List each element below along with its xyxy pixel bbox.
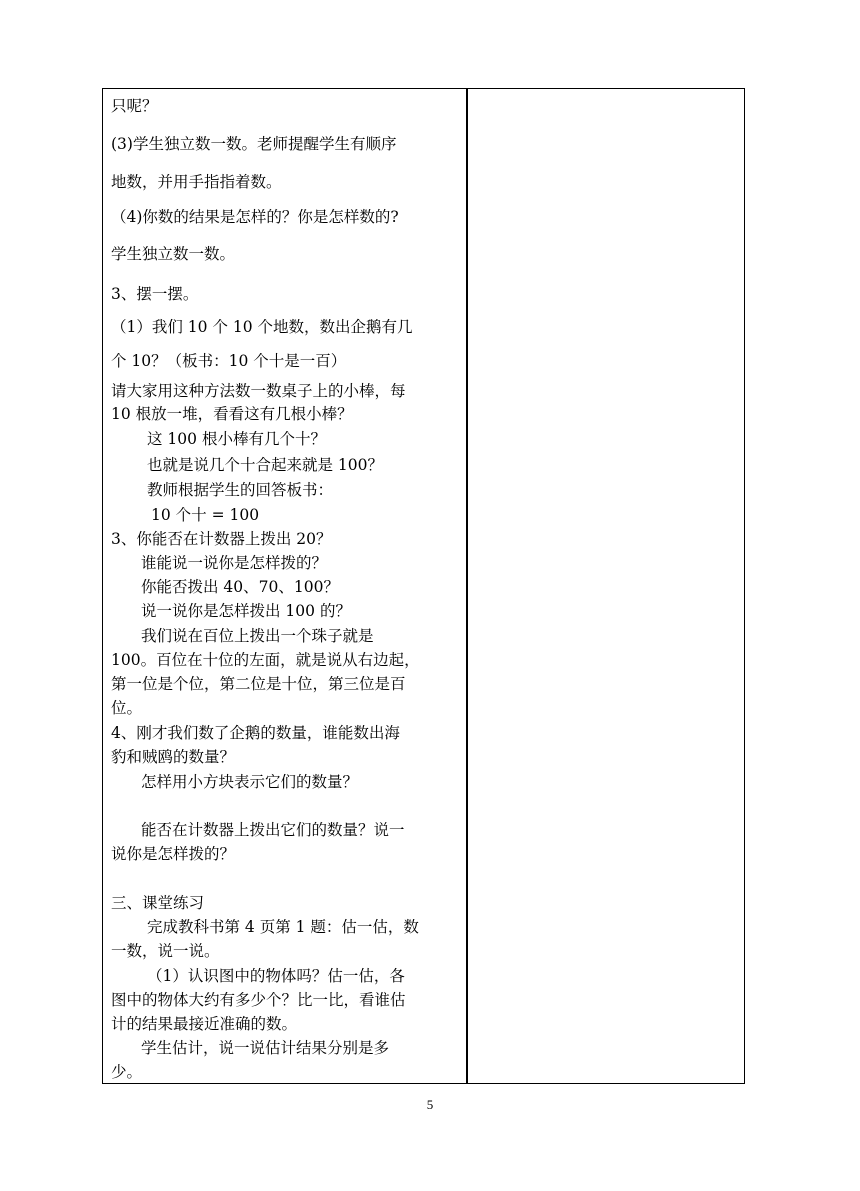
text-line: 一数，说一说。 <box>111 942 220 960</box>
text-line: （4)你数的结果是怎样的？你是怎样数的? <box>111 208 399 226</box>
text-line: 3、摆一摆。 <box>111 285 199 303</box>
text-line: 10 根放一堆，看看这有几根小棒？ <box>111 405 353 423</box>
text-line: 地数，并用手指指着数。 <box>111 173 282 191</box>
section-heading: 三、课堂练习 <box>111 894 205 912</box>
right-cell <box>468 89 744 1083</box>
text-line: 个 10？（板书：10 个十是一百） <box>111 352 347 370</box>
text-line: 10 个十 = 100 <box>151 506 260 524</box>
text-line: 我们说在百位上拨出一个珠子就是 <box>141 627 374 645</box>
text-line: 说一说你是怎样拨出 100 的？ <box>141 602 351 620</box>
text-line: 你能否拨出 40、70、100？ <box>141 578 339 596</box>
page-number: 5 <box>426 1097 434 1112</box>
text-line: （1）认识图中的物体吗？估一估，各 <box>147 967 405 985</box>
text-line: 怎样用小方块表示它们的数量？ <box>141 773 359 791</box>
text-line: 说你是怎样拨的？ <box>111 845 236 863</box>
text-line: 也就是说几个十合起来就是 100？ <box>147 456 384 474</box>
text-line: (3)学生独立数一数。老师提醒学生有顺序 <box>111 135 397 153</box>
text-line: 位。 <box>111 699 143 717</box>
text-line: 只呢？ <box>111 97 158 115</box>
text-line: 教师根据学生的回答板书： <box>147 481 334 499</box>
text-line: 图中的物体大约有多少个？比一比，看谁估 <box>111 991 406 1009</box>
text-line: （1）我们 10 个 10 个地数，数出企鹅有几 <box>111 318 413 336</box>
text-line: 能否在计数器上拨出它们的数量？说一 <box>141 821 405 839</box>
text-line: 这 100 根小棒有几个十？ <box>147 430 326 448</box>
text-line: 少。 <box>111 1063 143 1081</box>
text-line: 完成教科书第 4 页第 1 题：估一估，数 <box>147 918 419 936</box>
text-line: 学生估计，说一说估计结果分别是多 <box>141 1039 390 1057</box>
text-line: 豹和贼鸥的数量？ <box>111 748 236 766</box>
text-line: 第一位是个位，第二位是十位，第三位是百 <box>111 675 406 693</box>
lesson-table <box>102 88 745 1084</box>
text-line: 学生独立数一数。 <box>111 245 236 263</box>
text-line: 100。百位在十位的左面，就是说从右边起， <box>111 651 420 669</box>
text-line: 请大家用这种方法数一数桌子上的小棒，每 <box>111 382 406 400</box>
text-line: 3、你能否在计数器上拨出 20？ <box>111 530 332 548</box>
text-line: 4、刚才我们数了企鹅的数量，谁能数出海 <box>111 724 400 742</box>
text-line: 计的结果最接近准确的数。 <box>111 1015 298 1033</box>
text-line: 谁能说一说你是怎样拨的？ <box>141 554 328 572</box>
